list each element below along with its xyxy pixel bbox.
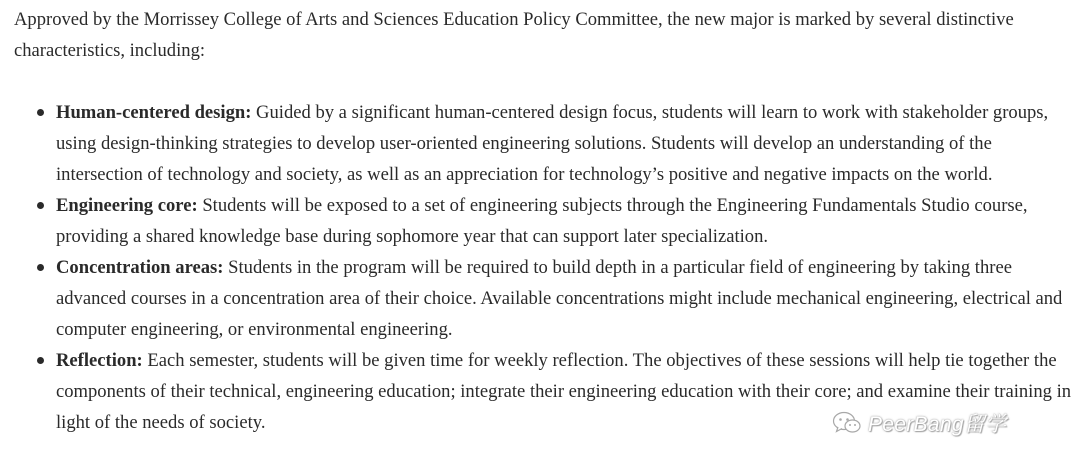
bullet-icon — [37, 202, 44, 209]
article-body — [14, 4, 1072, 438]
bullet-text: Students will be exposed to a set of engineering subjects through the Engineering Fundamentals Studio course, providing a shared knowledge base during sophomore year that can support later specialization. — [56, 195, 1028, 247]
watermark — [832, 408, 1006, 438]
bullet-text: Each semester, students will be given time for weekly reflection. The objectives of these sessions will help tie together the components of their technical, engineering education; integrate their engineering education with their core; and examine their training in light of the needs of society. — [56, 350, 1072, 433]
bullet-term: Concentration areas: — [56, 257, 224, 278]
bullet-icon — [37, 264, 44, 271]
bullet-term: Human-centered design: — [56, 102, 252, 123]
bullet-text: Guided by a significant human-centered design focus, students will learn to work with stakeholder groups, using design-thinking strategies to develop user-oriented engineering solutions. Students will develop an understanding of the intersection of technology and society, as well as an appreciation for technology’s positive and negative impacts on the world. — [56, 102, 1049, 185]
list-item-concentration-areas — [14, 252, 1072, 345]
bullet-icon — [37, 357, 44, 364]
bullet-icon — [37, 109, 44, 116]
intro-paragraph: Approved by the Morrissey College of Arts and Sciences Education Policy Committee, the new major is marked by several distinctive characteristics, including: — [14, 9, 1014, 61]
watermark-text: PeerBang留学 — [868, 413, 1007, 436]
wechat-icon — [832, 410, 862, 436]
bullet-text: Students in the program will be required to build depth in a particular field of engineering by taking three advanced courses in a concentration area of their choice. Available concentrations might include mechanical engineering, electrical and computer engineering, or environmental engineering. — [56, 257, 1063, 340]
list-item-engineering-core — [14, 190, 1072, 252]
characteristics-list — [14, 97, 1072, 438]
list-item-human-centered-design — [14, 97, 1072, 190]
bullet-term: Reflection: — [56, 350, 143, 371]
bullet-term: Engineering core: — [56, 195, 198, 216]
